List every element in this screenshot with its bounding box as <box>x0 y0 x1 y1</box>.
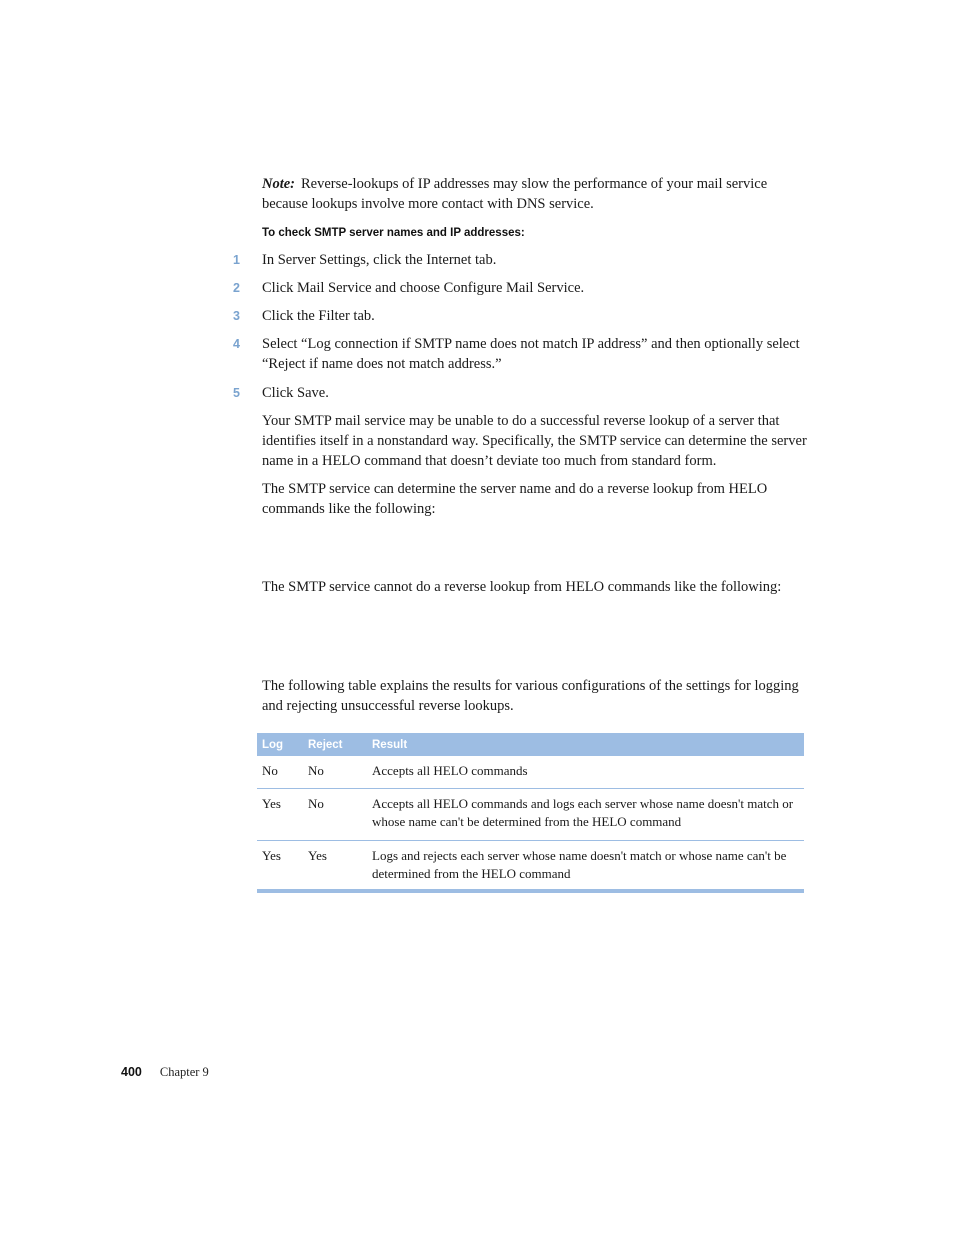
step-2 <box>233 278 808 298</box>
table-cell: Accepts all HELO commands <box>367 756 804 788</box>
note-label: Note: <box>262 176 296 192</box>
step-4 <box>233 334 808 374</box>
table-header-cell: Log <box>257 733 303 756</box>
step-text: Select “Log connection if SMTP name does not match IP address” and then optionally select “Reject if name does not match address.” <box>262 336 800 372</box>
step-number: 5 <box>233 386 240 400</box>
page-footer <box>121 1063 209 1081</box>
paragraph: The SMTP service can determine the server name and do a reverse lookup from HELO commands like the following: <box>262 481 768 517</box>
paragraph: The SMTP service cannot do a reverse lookup from HELO commands like the following: <box>262 579 782 595</box>
table-cell: Yes <box>257 788 303 840</box>
table-row <box>257 840 804 891</box>
note-text: Reverse-lookups of IP addresses may slow the performance of your mail service because lookups involve more contact with DNS service. <box>262 176 768 212</box>
step-number: 3 <box>233 309 240 323</box>
step-text: Click Save. <box>262 385 329 401</box>
step-number: 1 <box>233 253 240 267</box>
table-cell: Yes <box>257 840 303 891</box>
table-cell: Accepts all HELO commands and logs each server whose name doesn't match or whose name can't be determined from the HELO command <box>367 788 804 840</box>
step-number: 2 <box>233 281 240 295</box>
paragraph: The following table explains the results for various configurations of the settings for logging and rejecting unsuccessful reverse lookups. <box>262 678 799 714</box>
table-row <box>257 788 804 840</box>
step-1 <box>233 250 808 270</box>
table-cell: No <box>303 788 367 840</box>
results-table <box>257 733 804 893</box>
step-number: 4 <box>233 337 240 351</box>
table-cell: Yes <box>303 840 367 891</box>
step-text: Click Mail Service and choose Configure Mail Service. <box>262 280 585 296</box>
page-number: 400 <box>121 1065 142 1079</box>
step-text: In Server Settings, click the Internet tab. <box>262 252 497 268</box>
procedure-heading: To check SMTP server names and IP addresses: <box>262 227 525 239</box>
table-cell: No <box>257 756 303 788</box>
step-text: Click the Filter tab. <box>262 308 375 324</box>
table-cell: Logs and rejects each server whose name doesn't match or whose name can't be determined from the HELO command <box>367 840 804 891</box>
table-header-cell: Reject <box>303 733 367 756</box>
table-header-row <box>257 733 804 756</box>
step-5 <box>233 383 808 403</box>
table-header-cell: Result <box>367 733 804 756</box>
table-row <box>257 756 804 788</box>
paragraph: Your SMTP mail service may be unable to do a successful reverse lookup of a server that identifies itself in a nonstandard way. Specifically, the SMTP service can determine the server name in a HELO command that doesn’t deviate too much from standard form. <box>262 413 807 469</box>
chapter-label: Chapter 9 <box>159 1065 209 1079</box>
note <box>262 174 807 214</box>
table-cell: No <box>303 756 367 788</box>
step-3 <box>233 306 808 326</box>
